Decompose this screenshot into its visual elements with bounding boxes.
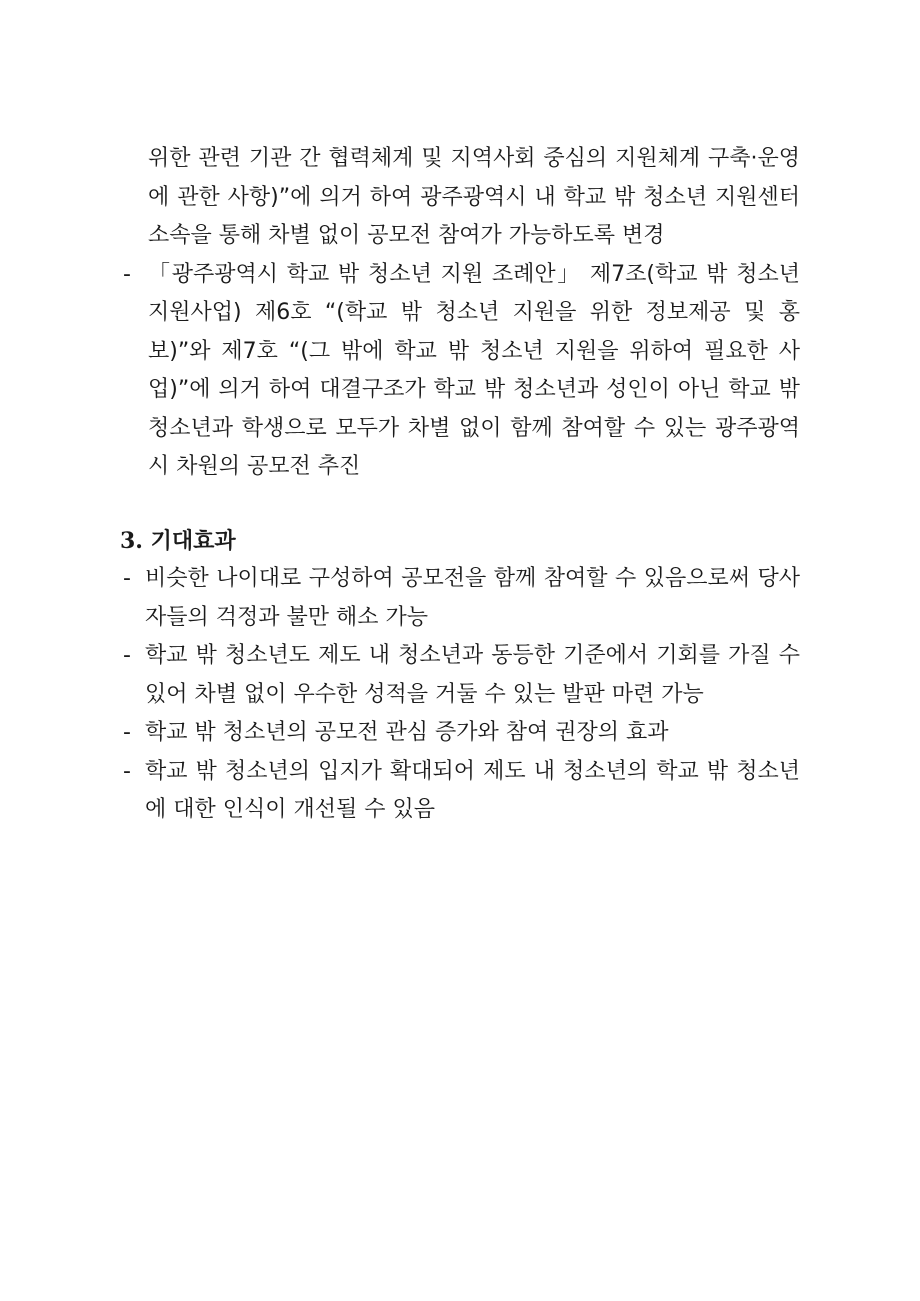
list-item bbox=[120, 753, 800, 830]
list-item-text: 학교 밖 청소년의 입지가 확대되어 제도 내 청소년의 학교 밖 청소년에 대한 인식이 개선될 수 있음 bbox=[145, 758, 800, 822]
dash-marker: - bbox=[123, 720, 131, 745]
list-item-text: 학교 밖 청소년의 공모전 관심 증가와 참여 권장의 효과 bbox=[145, 720, 669, 745]
document-body bbox=[120, 140, 800, 830]
list-item-text: 비슷한 나이대로 구성하여 공모전을 함께 참여할 수 있음으로써 당사자들의 걱정과 불만 해소 가능 bbox=[145, 566, 800, 630]
dash-marker: - bbox=[123, 643, 131, 668]
list-item bbox=[120, 637, 800, 714]
list-item bbox=[120, 714, 800, 753]
dash-marker: - bbox=[123, 758, 131, 784]
list-item-text: 「광주광역시 학교 밖 청소년 지원 조례안」 제7조(학교 밖 청소년 지원사업) 제6호 “(학교 밖 청소년 지원을 위한 정보제공 및 홍보)”와 제7호 “(그 밖에 학교 밖 청소년 지원을 위하여 필요한 사업)”에 의거 하여 대결구조가 학교 밖 청소년과 성인이 아닌 학교 밖 청소년과 학생으로 모두가 차별 없이 함께 참여할 수 있는 광주광역시 차원의 공모전 추진 bbox=[148, 261, 800, 479]
list-item bbox=[120, 560, 800, 637]
list-item bbox=[120, 256, 800, 487]
list-item-text: 학교 밖 청소년도 제도 내 청소년과 동등한 기준에서 기회를 가질 수 있어 차별 없이 우수한 성적을 거둘 수 있는 발판 마련 가능 bbox=[145, 643, 800, 707]
dash-marker: - bbox=[123, 566, 131, 591]
continuation-paragraph: 위한 관련 기관 간 협력체계 및 지역사회 중심의 지원체계 구축·운영에 관한 사항)”에 의거 하여 광주광역시 내 학교 밖 청소년 지원센터 소속을 통해 차별 없이 공모전 참여가 가능하도록 변경 bbox=[148, 146, 800, 248]
dash-marker: - bbox=[123, 261, 131, 287]
section-heading: 3. 기대효과 bbox=[120, 527, 236, 554]
